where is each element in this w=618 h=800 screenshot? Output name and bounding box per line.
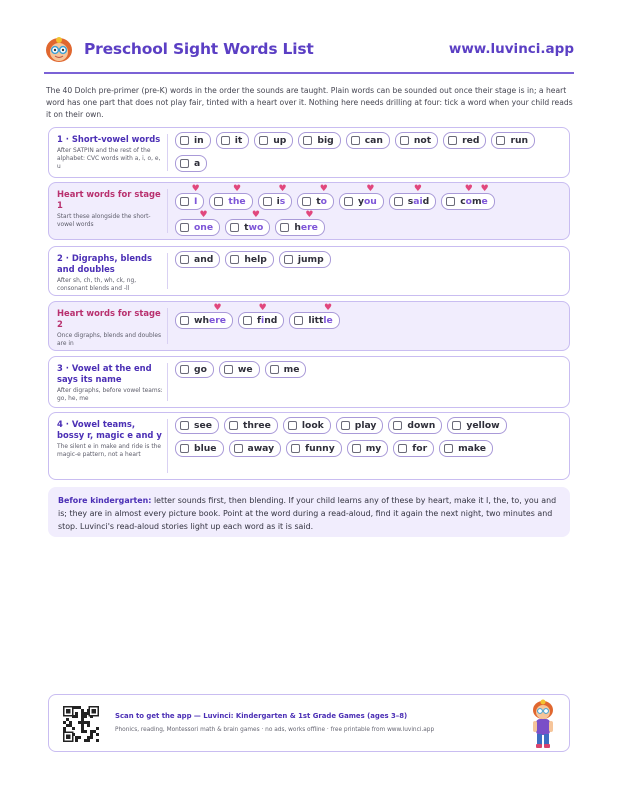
section-subtitle: After SATPIN and the rest of the alphabet: CVC words with a, i, o, e, u bbox=[57, 148, 161, 170]
section-divider bbox=[167, 253, 168, 289]
word-checkbox[interactable] bbox=[180, 223, 189, 232]
heart-part: ♥ le bbox=[323, 315, 332, 326]
word-chip[interactable] bbox=[175, 440, 224, 457]
word-list bbox=[175, 132, 565, 178]
heart-word-chip[interactable] bbox=[209, 193, 252, 210]
section-subtitle: After digraphs, before vowel teams: go, he, me bbox=[57, 388, 163, 402]
word-label: go bbox=[194, 364, 207, 375]
word-list bbox=[175, 312, 565, 338]
word-label: for bbox=[412, 443, 428, 454]
word-part: t bbox=[244, 222, 249, 233]
word-label: not bbox=[413, 135, 432, 146]
word-label: funny bbox=[305, 443, 335, 454]
heart-word-chip[interactable] bbox=[175, 193, 204, 210]
section-header bbox=[57, 419, 165, 459]
word-label: run bbox=[510, 135, 529, 146]
section-header bbox=[57, 253, 165, 293]
word-chip[interactable] bbox=[216, 132, 250, 149]
word-label: up bbox=[273, 135, 287, 146]
word-part: t bbox=[316, 196, 321, 207]
word-chip[interactable] bbox=[175, 417, 219, 434]
heart-part: ♥ one bbox=[194, 222, 213, 233]
word-checkbox[interactable] bbox=[180, 159, 189, 168]
word-checkbox[interactable] bbox=[180, 316, 189, 325]
heart-part: ♥ i bbox=[261, 315, 264, 326]
word-row bbox=[175, 417, 565, 437]
word-checkbox[interactable] bbox=[180, 255, 189, 264]
section-divider bbox=[167, 419, 168, 473]
word-chip[interactable] bbox=[219, 361, 260, 378]
word-chip[interactable] bbox=[279, 251, 331, 268]
section-divider bbox=[167, 308, 168, 344]
word-checkbox[interactable] bbox=[302, 197, 311, 206]
footer-title: Scan to get the app — Luvinci: Kindergarten & 1st Grade Games (ages 3–8) bbox=[115, 712, 408, 720]
footer-card bbox=[48, 694, 570, 752]
word-row bbox=[175, 440, 565, 460]
section-divider bbox=[167, 363, 168, 401]
section-subtitle: Start these alongside the short-vowel words bbox=[57, 214, 151, 228]
page-header bbox=[44, 36, 574, 66]
word-chip[interactable] bbox=[175, 251, 220, 268]
heart-word-chip[interactable] bbox=[389, 193, 436, 210]
section-title: Heart words for stage 2 bbox=[57, 308, 161, 329]
word-label: see bbox=[194, 420, 212, 431]
word-label: yellow bbox=[466, 420, 500, 431]
word-part: s bbox=[407, 196, 414, 207]
word-part: wh bbox=[194, 315, 210, 326]
word-chip[interactable] bbox=[347, 440, 389, 457]
heart-word-chip[interactable] bbox=[289, 312, 339, 329]
word-row bbox=[175, 312, 565, 332]
heart-word-chip[interactable] bbox=[441, 193, 495, 210]
word-part: nd bbox=[264, 315, 278, 326]
word-label: look bbox=[301, 420, 324, 431]
word-chip[interactable] bbox=[336, 417, 384, 434]
qr-code-icon[interactable] bbox=[63, 706, 99, 742]
section-title: 2 · Digraphs, blends and doubles bbox=[57, 253, 152, 274]
heart-part: ♥ I bbox=[194, 196, 197, 207]
word-label: me bbox=[283, 364, 300, 375]
word-list bbox=[175, 361, 565, 384]
word-checkbox[interactable] bbox=[448, 136, 457, 145]
word-part: litt bbox=[308, 315, 324, 326]
word-label: in bbox=[194, 135, 204, 146]
word-chip[interactable] bbox=[225, 251, 274, 268]
heart-part: ♥ ai bbox=[413, 196, 422, 207]
child-face-logo-icon bbox=[44, 36, 74, 64]
word-section-card bbox=[48, 246, 570, 296]
heart-part: ♥ o bbox=[466, 196, 472, 207]
heart-word-chip[interactable] bbox=[175, 312, 233, 329]
word-checkbox[interactable] bbox=[294, 316, 303, 325]
word-chip[interactable] bbox=[298, 132, 340, 149]
word-chip[interactable] bbox=[439, 440, 493, 457]
word-row bbox=[175, 219, 565, 239]
word-checkbox[interactable] bbox=[259, 136, 268, 145]
word-label: red bbox=[462, 135, 480, 146]
section-header bbox=[57, 363, 165, 403]
heart-word-chip[interactable] bbox=[225, 219, 270, 236]
word-chip[interactable] bbox=[346, 132, 390, 149]
section-title: 4 · Vowel teams, bossy r, magic e and y bbox=[57, 419, 162, 440]
girl-mascot-icon bbox=[529, 698, 557, 750]
word-checkbox[interactable] bbox=[234, 444, 243, 453]
word-list bbox=[175, 417, 565, 463]
word-checkbox[interactable] bbox=[263, 197, 272, 206]
word-label: a bbox=[194, 158, 201, 169]
section-subtitle: Once digraphs, blends and doubles are in bbox=[57, 333, 162, 347]
word-checkbox[interactable] bbox=[280, 223, 289, 232]
word-label: jump bbox=[297, 254, 324, 265]
word-checkbox[interactable] bbox=[344, 197, 353, 206]
section-header bbox=[57, 134, 165, 171]
word-checkbox[interactable] bbox=[452, 421, 461, 430]
header-divider bbox=[44, 72, 574, 74]
word-chip[interactable] bbox=[283, 417, 331, 434]
word-label: make bbox=[458, 443, 486, 454]
word-label: we bbox=[237, 364, 253, 375]
word-checkbox[interactable] bbox=[398, 444, 407, 453]
heart-word-chip[interactable] bbox=[275, 219, 325, 236]
word-label: can bbox=[364, 135, 383, 146]
word-label: big bbox=[317, 135, 334, 146]
word-list bbox=[175, 193, 565, 245]
section-divider bbox=[167, 134, 168, 171]
word-chip[interactable] bbox=[224, 417, 278, 434]
word-part: d bbox=[422, 196, 430, 207]
word-chip[interactable] bbox=[175, 155, 207, 172]
page-title: Preschool Sight Words List bbox=[84, 40, 314, 58]
word-checkbox[interactable] bbox=[393, 421, 402, 430]
word-part: y bbox=[357, 196, 364, 207]
word-chip[interactable] bbox=[175, 132, 211, 149]
section-header bbox=[57, 189, 165, 229]
heart-part: ♥ ou bbox=[364, 196, 377, 207]
word-checkbox[interactable] bbox=[351, 136, 360, 145]
word-row bbox=[175, 251, 565, 271]
word-checkbox[interactable] bbox=[394, 197, 403, 206]
word-label: blue bbox=[194, 443, 217, 454]
word-checkbox[interactable] bbox=[224, 365, 233, 374]
intro-text: The 40 Dolch pre-primer (pre-K) words in the order the sounds are taught. Plain words can be sounded out once their stage is in; a heart word has one part that does not play fair, tinted with a heart over it. Nothing here needs drilling at four: tick a word when your child reads it on their own. bbox=[46, 86, 573, 119]
footer-subtitle: Phonics, reading, Montessori math & brain games · no ads, works offline · free printable from www.luvinci.app bbox=[115, 727, 435, 733]
word-row bbox=[175, 193, 565, 213]
word-chip[interactable] bbox=[388, 417, 442, 434]
heart-part: ♥ the bbox=[228, 196, 245, 207]
word-checkbox[interactable] bbox=[444, 444, 453, 453]
word-row bbox=[175, 132, 565, 152]
section-header bbox=[57, 308, 165, 348]
word-chip[interactable] bbox=[175, 361, 214, 378]
word-checkbox[interactable] bbox=[180, 444, 189, 453]
word-row bbox=[175, 361, 565, 381]
word-checkbox[interactable] bbox=[352, 444, 361, 453]
word-row bbox=[175, 155, 565, 175]
word-chip[interactable] bbox=[491, 132, 535, 149]
word-label: help bbox=[244, 254, 267, 265]
word-chip[interactable] bbox=[254, 132, 293, 149]
heart-part: ♥ o bbox=[321, 196, 327, 207]
section-title: 3 · Vowel at the end says its name bbox=[57, 363, 152, 384]
word-chip[interactable] bbox=[443, 132, 486, 149]
word-chip[interactable] bbox=[265, 361, 307, 378]
word-checkbox[interactable] bbox=[303, 136, 312, 145]
word-label: down bbox=[407, 420, 436, 431]
section-title: Heart words for stage 1 bbox=[57, 189, 161, 210]
heart-part: ♥ s bbox=[280, 196, 285, 207]
word-chip[interactable] bbox=[395, 132, 438, 149]
tip-box bbox=[48, 487, 570, 537]
heart-words-card bbox=[48, 182, 570, 240]
word-part: m bbox=[471, 196, 482, 207]
word-checkbox[interactable] bbox=[284, 255, 293, 264]
section-subtitle: The silent e in make and ride is the magic-e pattern, not a heart bbox=[57, 444, 161, 458]
word-label: three bbox=[242, 420, 271, 431]
section-divider bbox=[167, 189, 168, 233]
section-title: 1 · Short-vowel words bbox=[57, 134, 161, 144]
word-checkbox[interactable] bbox=[496, 136, 505, 145]
word-section-card bbox=[48, 412, 570, 480]
word-chip[interactable] bbox=[393, 440, 434, 457]
word-chip[interactable] bbox=[286, 440, 342, 457]
word-checkbox[interactable] bbox=[180, 197, 189, 206]
tip-text: letter sounds first, then blending. If your child learns any of these by heart, make it I, the, to, you and is; they are in almost every picture book. Point at the word during a read-aloud, find it again the next night, two minutes and stop. Luvinci's read-aloud stories light up each word as it is said. bbox=[58, 496, 557, 531]
word-checkbox[interactable] bbox=[214, 197, 223, 206]
word-checkbox[interactable] bbox=[221, 136, 230, 145]
heart-word-chip[interactable] bbox=[258, 193, 293, 210]
word-label: play bbox=[354, 420, 377, 431]
word-chip[interactable] bbox=[229, 440, 282, 457]
word-checkbox[interactable] bbox=[341, 421, 350, 430]
word-section-card bbox=[48, 127, 570, 178]
word-checkbox[interactable] bbox=[180, 136, 189, 145]
word-part: i bbox=[276, 196, 280, 207]
heart-part: ♥ wo bbox=[249, 222, 264, 233]
heart-word-chip[interactable] bbox=[238, 312, 284, 329]
word-list bbox=[175, 251, 565, 274]
heart-part: ♥ e bbox=[482, 196, 488, 207]
word-part: c bbox=[460, 196, 466, 207]
heart-part: ♥ ere bbox=[209, 315, 226, 326]
section-subtitle: After sh, ch, th, wh, ck, ng, consonant blends and -ll bbox=[57, 278, 137, 292]
heart-word-chip[interactable] bbox=[175, 219, 220, 236]
heart-word-chip[interactable] bbox=[297, 193, 334, 210]
site-url: www.luvinci.app bbox=[448, 41, 574, 57]
word-label: it bbox=[234, 135, 243, 146]
word-checkbox[interactable] bbox=[180, 421, 189, 430]
heart-part: ♥ ere bbox=[301, 222, 318, 233]
tip-lead: Before kindergarten: bbox=[58, 496, 152, 505]
word-checkbox[interactable] bbox=[230, 223, 239, 232]
word-part: h bbox=[294, 222, 301, 233]
word-checkbox[interactable] bbox=[180, 365, 189, 374]
heart-words-card bbox=[48, 301, 570, 351]
word-label: my bbox=[365, 443, 382, 454]
word-checkbox[interactable] bbox=[229, 421, 238, 430]
word-checkbox[interactable] bbox=[446, 197, 455, 206]
word-checkbox[interactable] bbox=[291, 444, 300, 453]
word-label: and bbox=[194, 254, 214, 265]
word-chip[interactable] bbox=[447, 417, 506, 434]
word-checkbox[interactable] bbox=[288, 421, 297, 430]
heart-word-chip[interactable] bbox=[339, 193, 384, 210]
word-section-card bbox=[48, 356, 570, 408]
word-checkbox[interactable] bbox=[270, 365, 279, 374]
word-checkbox[interactable] bbox=[400, 136, 409, 145]
word-checkbox[interactable] bbox=[230, 255, 239, 264]
word-checkbox[interactable] bbox=[243, 316, 252, 325]
word-part: f bbox=[257, 315, 262, 326]
word-label: away bbox=[247, 443, 275, 454]
